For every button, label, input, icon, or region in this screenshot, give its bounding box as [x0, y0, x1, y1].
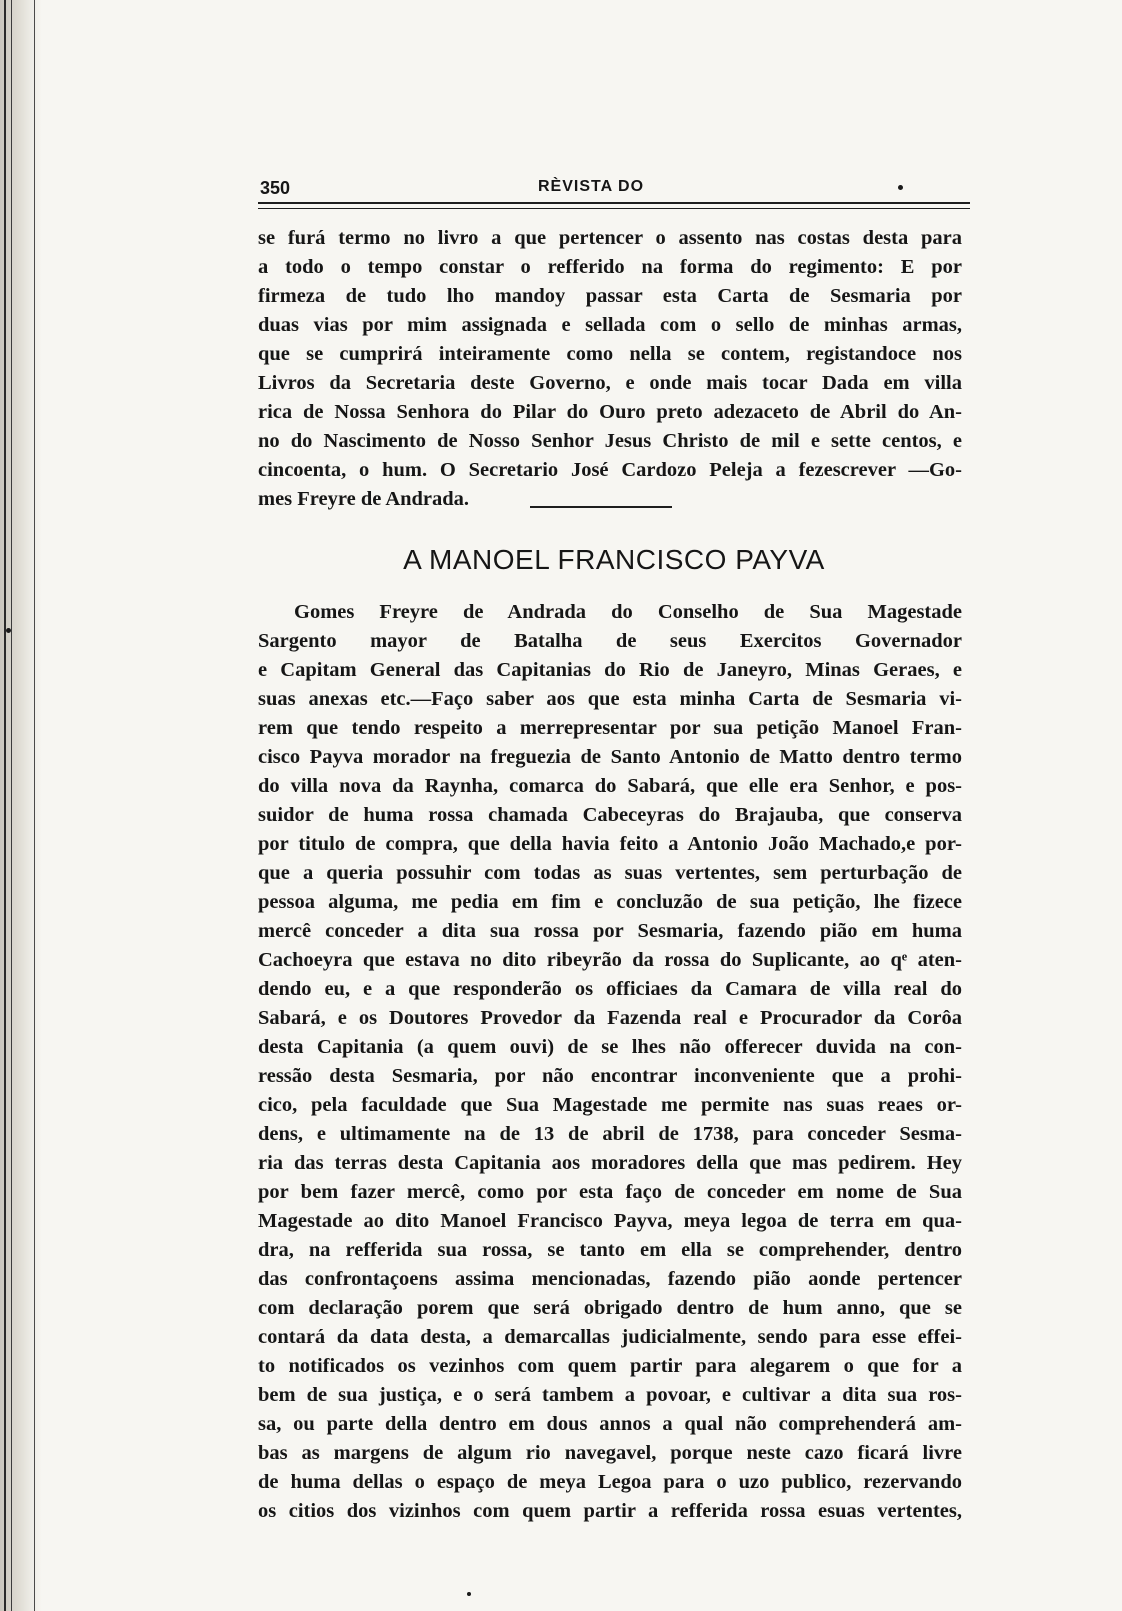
text-line: suas anexas etc.—Faço saber aos que esta minha Carta de Sesmaria vi- [258, 688, 962, 710]
section-title: A MANOEL FRANCISCO PAYVA [403, 544, 825, 575]
text-line: to notificados os vezinhos com quem partir para alegarem o que for a [258, 1355, 962, 1377]
text-line: com declaração porem que será obrigado dentro de hum anno, que se [258, 1297, 962, 1319]
text-line: por titulo de compra, que della havia feito a Antonio João Machado,e por- [258, 833, 962, 855]
text-line: Gomes Freyre de Andrada do Conselho de Sua Magestade [294, 601, 962, 623]
text-line: desta Capitania (a quem ouvi) de se lhes não offerecer duvida na con- [258, 1036, 962, 1058]
text-line: cincoenta, o hum. O Secretario José Cardozo Peleja a fezescrever —Go- [258, 459, 962, 481]
text-line: contará da data desta, a demarcallas judicialmente, sendo para esse effei- [258, 1326, 962, 1348]
text-line: bas as margens de algum rio navegavel, porque neste cazo ficará livre [258, 1442, 962, 1464]
text-line: Magestade ao dito Manoel Francisco Payva, meya legoa de terra em qua- [258, 1210, 962, 1232]
text-line: suidor de huma rossa chamada Cabeceyras do Brajauba, que conserva [258, 804, 962, 826]
printed-page [258, 178, 970, 1526]
text-line: sa, ou parte della dentro em dous annos a qual não comprehenderá am- [258, 1413, 962, 1435]
text-line: que se cumprirá inteiramente como nella se contem, registandoce nos [258, 343, 962, 365]
book-binding-edge [0, 0, 42, 1611]
binding-edge-line [11, 0, 12, 1611]
binding-edge-line [4, 0, 6, 1611]
text-line: se furá termo no livro a que pertencer o assento nas costas desta para [258, 227, 962, 249]
text-line: no do Nascimento de Nosso Senhor Jesus Christo de mil e sette centos, e [258, 430, 962, 452]
text-line: e Capitam General das Capitanias do Rio de Janeyro, Minas Geraes, e [258, 659, 962, 681]
text-line: Livros da Secretaria deste Governo, e onde mais tocar Dada em villa [258, 372, 962, 394]
text-line: duas vias por mim assignada e sellada com o sello de minhas armas, [258, 314, 962, 336]
text-line: bem de sua justiça, e o será tambem a povoar, e cultivar a dita sua ros- [258, 1384, 962, 1406]
text-line: mercê conceder a dita sua rossa por Sesmaria, fazendo pião em huma [258, 920, 962, 942]
sesmaria-letter-body [258, 598, 970, 1526]
header-rule [258, 202, 970, 209]
binding-edge-line [34, 0, 35, 1611]
text-line: dra, na refferida sua rossa, se tanto em ella se comprehender, dentro [258, 1239, 962, 1261]
running-header [258, 178, 970, 204]
text-line: do villa nova da Raynha, comarca do Sabará, que elle era Senhor, e pos- [258, 775, 962, 797]
text-line: firmeza de tudo lho mandoy passar esta Carta de Sesmaria por [258, 285, 962, 307]
closing-row [258, 485, 970, 514]
text-line: Sabará, e os Doutores Provedor da Fazenda real e Procurador da Corôa [258, 1007, 962, 1029]
text-line: rem que tendo respeito a merrepresentar por sua petição Manoel Fran- [258, 717, 962, 739]
text-line: Sargento mayor de Batalha de seus Exercitos Governador [258, 630, 962, 652]
text-line: dendo eu, e a que responderão os officiaes da Camara de villa real do [258, 978, 962, 1000]
section-divider-rule [530, 506, 672, 508]
journal-title: RÈVISTA DO [538, 178, 645, 195]
previous-document-text [258, 224, 970, 514]
text-line: cisco Payva morador na freguezia de Santo Antonio de Matto dentro termo [258, 746, 962, 768]
text-line: das confrontaçoens assima mencionadas, fazendo pião aonde pertencer [258, 1268, 962, 1290]
text-line: rica de Nossa Senhora do Pilar do Ouro preto adezaceto de Abril do An- [258, 401, 962, 423]
page-bottom-dot [467, 1592, 471, 1596]
text-line: por bem fazer mercê, como por esta faço de conceder em nome de Sua [258, 1181, 962, 1203]
text-line: que a queria possuhir com todas as suas vertentes, sem perturbação de [258, 862, 962, 884]
text-line: os citios dos vizinhos com quem partir a refferida rossa esuas vertentes, [258, 1500, 962, 1522]
text-line: ria das terras desta Capitania aos moradores della que mas pedirem. Hey [258, 1152, 962, 1174]
text-line: de huma dellas o espaço de meya Legoa para o uzo publico, rezervando [258, 1471, 962, 1493]
text-line: cico, pela faculdade que Sua Magestade me permite nas suas reaes or- [258, 1094, 962, 1116]
closing-text-line: mes Freyre de Andrada. [258, 488, 470, 510]
page-number: 350 [260, 178, 291, 198]
text-line: dens, e ultimamente na de 13 de abril de 1738, para conceder Sesma- [258, 1123, 962, 1145]
text-line: a todo o tempo constar o refferido na forma do regimento: E por [258, 256, 962, 278]
header-dot [898, 185, 903, 190]
text-line: pessoa alguma, me pedia em fim e concluzão de sua petição, lhe fizece [258, 891, 962, 913]
text-line: ressão desta Sesmaria, por não encontrar inconveniente que a prohi- [258, 1065, 962, 1087]
text-line: Cachoeyra que estava no dito ribeyrão da rossa do Suplicante, ao qᵉ aten- [258, 949, 962, 971]
margin-ink-mark [6, 628, 11, 633]
